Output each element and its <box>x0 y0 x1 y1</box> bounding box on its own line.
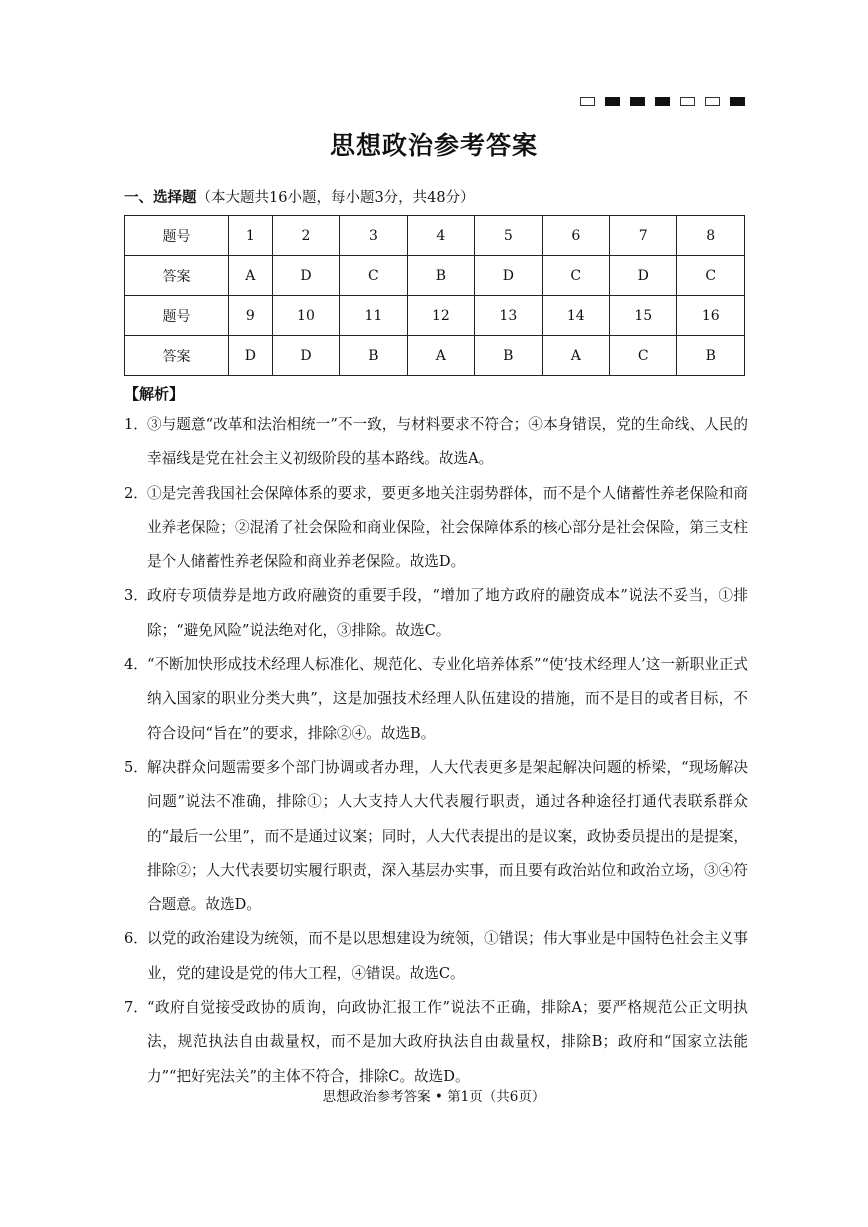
table-row-header: 答案 <box>125 256 229 296</box>
table-cell: 9 <box>228 296 272 336</box>
table-row-header: 题号 <box>125 216 229 256</box>
table-cell: 13 <box>475 296 542 336</box>
page-marks <box>580 97 745 106</box>
table-row-header: 题号 <box>125 296 229 336</box>
item-text: “政府自觉接受政协的质询，向政协汇报工作”说法不正确，排除A；要严格规范公正文明执法，规范执法自由裁量权，而不是加大政府执法自由裁量权，排除B；政府和“国家立法能力”“把好宪法关”的主体不符合，排除C。故选D。 <box>147 999 748 1085</box>
table-cell: C <box>677 256 745 296</box>
item-text: 解决群众问题需要多个部门协调或者办理，人大代表更多是架起解决问题的桥梁，“现场解决问题”说法不准确，排除①；人大支持人大代表履行职责，通过各种途径打通代表联系群众的“最后一公里”，而不是通过议案；同时，人大代表提出的是议案，政协委员提出的是提案，排除②；人大代表要切实履行职责，深入基层办实事，而且要有政治站位和政治立场，③④符合题意。故选D。 <box>147 758 748 914</box>
table-cell: C <box>610 336 677 376</box>
item-text: 政府专项债券是地方政府融资的重要手段，“增加了地方政府的融资成本”说法不妥当，①排除；“避免风险”说法绝对化，③排除。故选C。 <box>147 587 748 639</box>
table-cell: D <box>610 256 677 296</box>
table-cell: A <box>407 336 474 376</box>
table-cell: 7 <box>610 216 677 256</box>
item-text: ③与题意“改革和法治相统一”不一致，与材料要求不符合；④本身错误，党的生命线、人民的幸福线是党在社会主义初级阶段的基本路线。故选A。 <box>147 416 748 468</box>
table-cell: 14 <box>542 296 609 336</box>
analysis-item <box>124 477 748 580</box>
page-mark <box>630 97 645 106</box>
item-number: 5． <box>124 758 148 776</box>
table-row <box>125 216 745 256</box>
item-text: “不断加快形成技术经理人标准化、规范化、专业化培养体系”“使‘技术经理人’这一新职业正式纳入国家的职业分类大典”，这是加强技术经理人队伍建设的措施，而不是目的或者目标，不符合设问“旨在”的要求，排除②④。故选B。 <box>147 656 748 742</box>
table-cell: D <box>272 336 339 376</box>
section-heading <box>124 186 475 207</box>
table-cell: 2 <box>272 216 339 256</box>
analysis-item <box>124 751 748 922</box>
table-cell: A <box>542 336 609 376</box>
answer-table <box>124 215 745 376</box>
item-number: 6． <box>124 930 148 948</box>
page-title: 思想政治参考答案 <box>329 131 538 160</box>
item-text: 以党的政治建设为统领，而不是以思想建设为统领，①错误；伟大事业是中国特色社会主义事业，党的建设是党的伟大工程，④错误。故选C。 <box>147 930 748 982</box>
section-note: （本大题共16小题，每小题3分，共48分） <box>196 190 475 206</box>
table-cell: B <box>677 336 745 376</box>
item-number: 7． <box>124 999 148 1017</box>
table-cell: 6 <box>542 216 609 256</box>
page-mark <box>605 97 620 106</box>
analysis-item <box>124 991 748 1094</box>
table-cell: 12 <box>407 296 474 336</box>
table-cell: 3 <box>340 216 407 256</box>
table-cell: 11 <box>340 296 407 336</box>
table-cell: A <box>228 256 272 296</box>
analysis-item <box>124 648 748 751</box>
page-footer: 思想政治参考答案 • 第1页（共6页） <box>322 1089 546 1105</box>
table-cell: 4 <box>407 216 474 256</box>
table-cell: 1 <box>228 216 272 256</box>
table-cell: D <box>475 256 542 296</box>
table-row <box>125 296 745 336</box>
table-cell: C <box>542 256 609 296</box>
item-number: 2． <box>124 484 148 502</box>
table-cell: B <box>475 336 542 376</box>
analysis-item <box>124 922 748 991</box>
table-cell: 10 <box>272 296 339 336</box>
section-label: 一、选择题 <box>124 189 197 206</box>
table-cell: 5 <box>475 216 542 256</box>
page-mark <box>655 97 670 106</box>
item-number: 1． <box>124 416 148 433</box>
item-text: ①是完善我国社会保障体系的要求，要更多地关注弱势群体，而不是个人储蓄性养老保险和商业养老保险；②混淆了社会保险和商业保险，社会保障体系的核心部分是社会保险，第三支柱是个人储蓄性养老保险和商业养老保险。故选D。 <box>147 484 748 571</box>
analysis-heading: 【解析】 <box>124 385 185 403</box>
page-mark <box>680 97 695 106</box>
analysis-item <box>124 579 748 648</box>
table-row <box>125 336 745 376</box>
table-row-header: 答案 <box>125 336 229 376</box>
table-cell: 8 <box>677 216 745 256</box>
table-cell: D <box>272 256 339 296</box>
page-mark <box>580 97 595 106</box>
table-cell: B <box>407 256 474 296</box>
analysis-list <box>124 408 748 1094</box>
item-number: 4． <box>124 656 148 674</box>
item-number: 3． <box>124 587 148 605</box>
page-mark <box>730 97 745 106</box>
table-row <box>125 256 745 296</box>
table-cell: 15 <box>610 296 677 336</box>
table-cell: 16 <box>677 296 745 336</box>
analysis-item <box>124 408 748 477</box>
table-cell: B <box>340 336 407 376</box>
table-cell: C <box>340 256 407 296</box>
page-mark <box>705 97 720 106</box>
table-cell: D <box>228 336 272 376</box>
